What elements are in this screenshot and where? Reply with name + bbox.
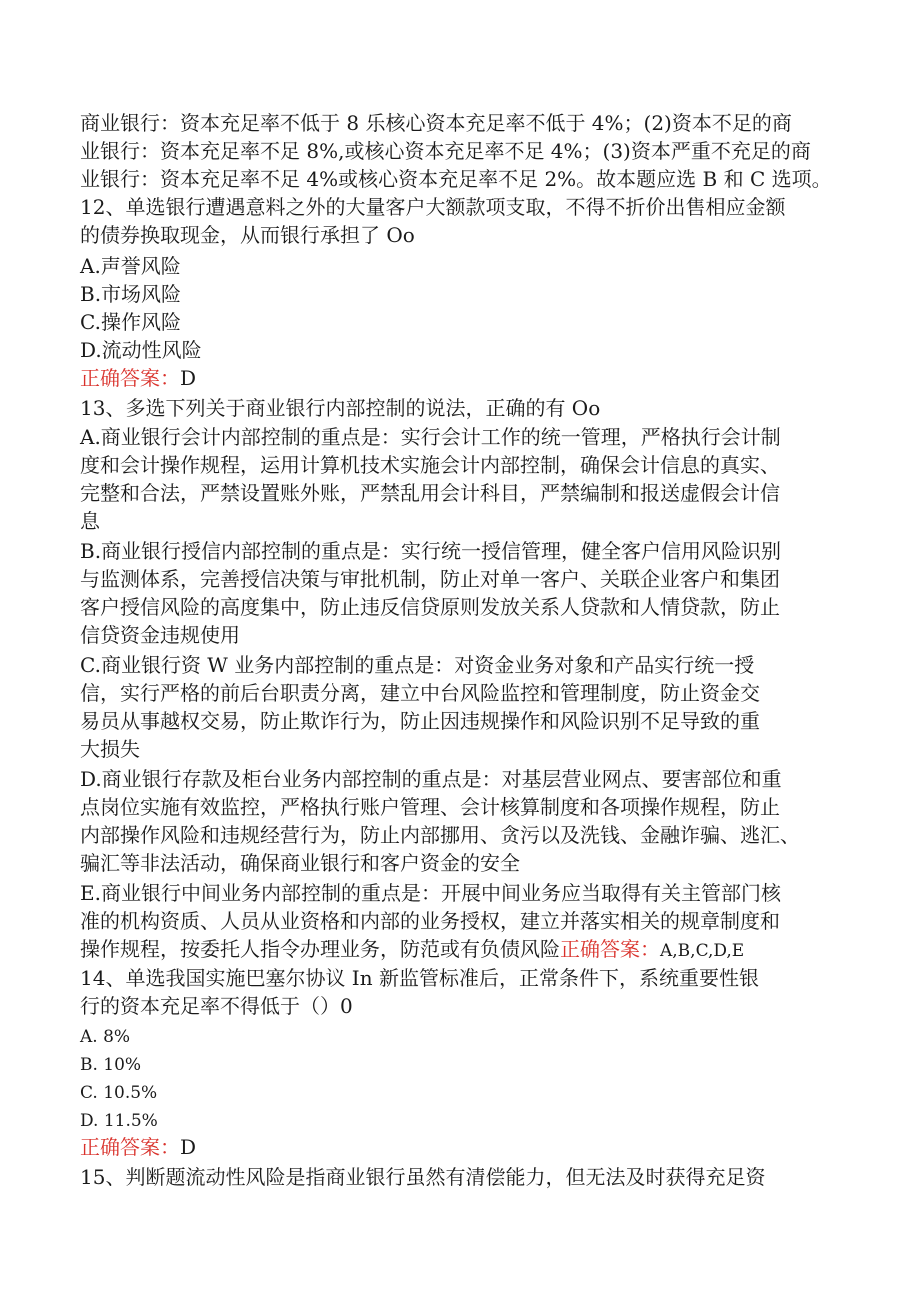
q12-stem-line-2: 的债券换取现金，从而银行承担了 Oo [80, 223, 415, 247]
q14-answer-label: 正确答案： [80, 1135, 180, 1159]
q13-option-c-line-1: C.商业银行资 W 业务内部控制的重点是：对资金业务对象和产品实行统一授 [80, 653, 755, 677]
q13-option-a-line-3: 完整和合法，严禁设置账外账，严禁乱用会计科目，严禁编制和报送虚假会计信 [80, 481, 780, 505]
q12-answer-value: D [180, 366, 197, 390]
q13-option-e-line-2: 准的机构资质、人员从业资格和内部的业务授权，建立并落实相关的规章制度和 [80, 909, 780, 933]
q13-option-d-line-3: 内部操作风险和违规经营行为，防止内部挪用、贪污以及洗钱、金融诈骗、逃汇、 [80, 823, 800, 847]
intro-line-2: 业银行：资本充足率不足 8%,或核心资本充足率不足 4%；(3)资本严重不充足的商 [80, 139, 811, 163]
q13-option-a-line-4: 息 [80, 509, 100, 533]
q14-answer [80, 1134, 196, 1162]
q12-option-d: D.流动性风险 [80, 338, 202, 362]
intro-line-1: 商业银行：资本充足率不低于 8 乐核心资本充足率不低于 4%；(2)资本不足的商 [80, 111, 792, 135]
q13-option-e-line-1: E.商业银行中间业务内部控制的重点是：开展中间业务应当取得有关主管部门核 [80, 881, 781, 905]
q13-option-e-line-3 [80, 936, 744, 964]
q13-option-c-line-4: 大损失 [80, 737, 140, 761]
q13-option-a-line-2: 度和会计操作规程，运用计算机技术实施会计内部控制，确保会计信息的真实、 [80, 453, 780, 477]
intro-line-3: 业银行：资本充足率不足 4%或核心资本充足率不足 2%。故本题应选 B 和 C 选项。 [80, 167, 832, 191]
q13-option-e-last: 操作规程，按委托人指令办理业务，防范或有负债风险 [80, 937, 560, 961]
q12-answer-label: 正确答案： [80, 366, 180, 390]
q14-option-a: A. 8% [80, 1027, 131, 1047]
q13-option-b-line-4: 信贷资金违规使用 [80, 623, 240, 647]
q12-option-b: B.市场风险 [80, 282, 182, 306]
q13-option-d-line-2: 点岗位实施有效监控，严格执行账户管理、会计核算制度和各项操作规程，防止 [80, 795, 780, 819]
q14-option-d: D. 11.5% [80, 1111, 158, 1131]
q12-option-c: C.操作风险 [80, 310, 181, 334]
q15-stem: 15、判断题流动性风险是指商业银行虽然有清偿能力，但无法及时获得充足资 [80, 1165, 766, 1189]
q14-option-c: C. 10.5% [80, 1083, 158, 1103]
q13-answer-label: 正确答案： [560, 937, 660, 961]
q13-option-b-line-1: B.商业银行授信内部控制的重点是：实行统一授信管理，健全客户信用风险识别 [80, 539, 782, 563]
q13-option-c-line-3: 易员从事越权交易，防止欺诈行为，防止因违规操作和风险识别不足导致的重 [80, 709, 760, 733]
q13-option-b-line-2: 与监测体系，完善授信决策与审批机制，防止对单一客户、关联企业客户和集团 [80, 567, 780, 591]
q13-answer-value: A,B,C,D,E [660, 941, 745, 961]
q13-option-b-line-3: 客户授信风险的高度集中，防止违反信贷原则发放关系人贷款和人情贷款，防止 [80, 595, 780, 619]
q12-answer [80, 365, 196, 393]
q13-option-a-line-1: A.商业银行会计内部控制的重点是：实行会计工作的统一管理，严格执行会计制 [80, 425, 781, 449]
q13-option-d-line-4: 骗汇等非法活动，确保商业银行和客户资金的安全 [80, 851, 520, 875]
q13-stem: 13、多选下列关于商业银行内部控制的说法，正确的有 Oo [80, 396, 601, 420]
q14-answer-value: D [180, 1135, 197, 1159]
q13-option-c-line-2: 信，实行严格的前后台职责分离，建立中台风险监控和管理制度，防止资金交 [80, 681, 760, 705]
q12-option-a: A.声誉风险 [80, 254, 181, 278]
q12-stem-line-1: 12、单选银行遭遇意料之外的大量客户大额款项支取，不得不折价出售相应金额 [80, 195, 786, 219]
q13-option-d-line-1: D.商业银行存款及柜台业务内部控制的重点是：对基层营业网点、要害部位和重 [80, 767, 782, 791]
q14-option-b: B. 10% [80, 1055, 142, 1075]
q14-stem-line-1: 14、单选我国实施巴塞尔协议 In 新监管标准后，正常条件下，系统重要性银 [80, 966, 759, 990]
q14-stem-line-2: 行的资本充足率不得低于（）0 [80, 994, 353, 1018]
